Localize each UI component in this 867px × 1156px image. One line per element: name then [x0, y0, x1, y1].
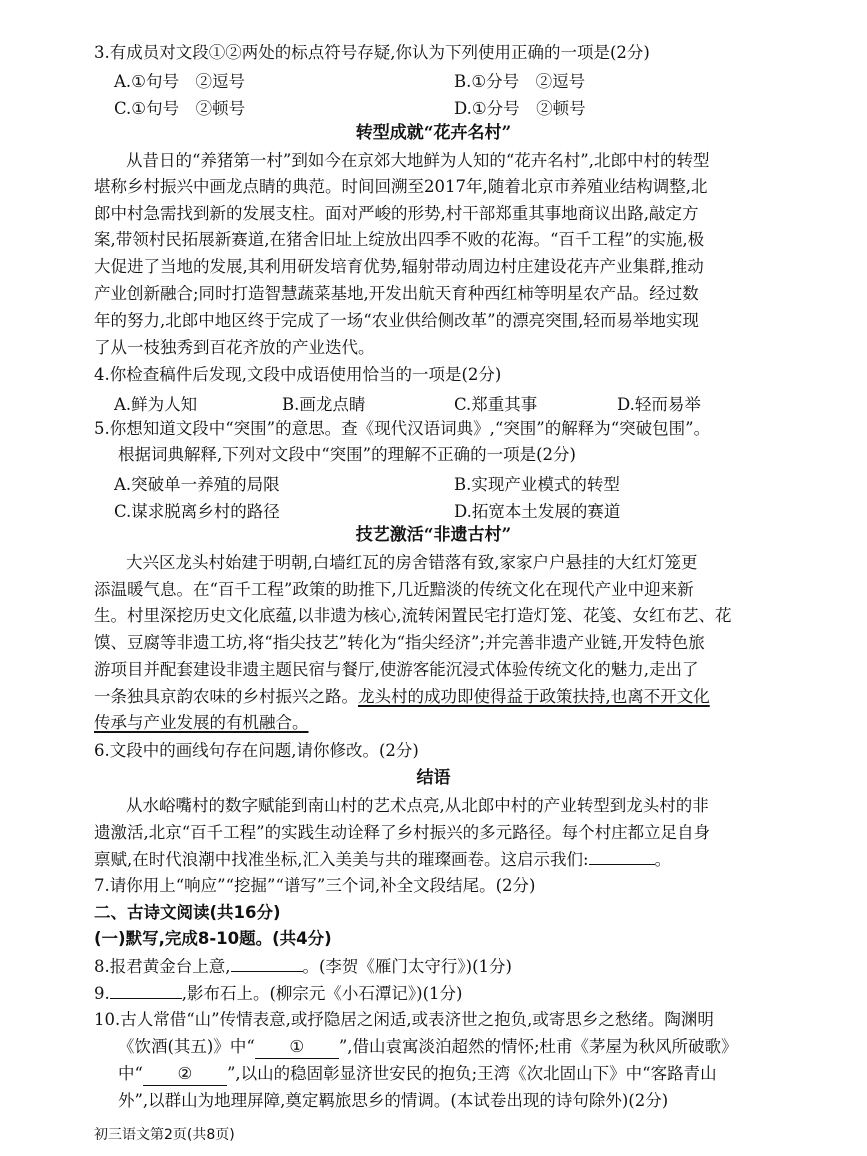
q10-line4: 外”,以群山为地理屏障,奠定羁旅思乡的情调。(本试卷出现的诗句除外)(2分): [118, 1091, 669, 1110]
para3-text: 一条独具京韵农味的乡村振兴之路。: [94, 687, 358, 706]
section-title-jieyu: 结语: [416, 768, 451, 788]
para4-end: 。: [654, 850, 672, 869]
q10-line2: [118, 1036, 775, 1059]
para4-line: 从水峪嘴村的数字赋能到南山村的艺术点亮,从北郎中村的产业转型到龙头村的非: [126, 796, 709, 815]
q3-option-a: A.①句号 ②逗号: [114, 72, 245, 91]
q8-line: [94, 955, 775, 978]
underlined-sentence-end: 传承与产业发展的有机融合。: [94, 713, 309, 732]
q5-option-b: B.实现产业模式的转型: [454, 475, 620, 494]
q4-stem: 4.你检查稿件后发现,文段中成语使用恰当的一项是(2分): [94, 365, 502, 384]
part2-heading: 二、古诗文阅读(共16分): [94, 903, 281, 922]
para2-line: 从昔日的“养猪第一村”到如今在京郊大地鲜为人知的“花卉名村”,北郎中村的转型: [126, 151, 710, 170]
q4-option-b: B.画龙点睛: [282, 395, 366, 414]
section-title-feiyi: 技艺激活“非遗古村”: [355, 525, 512, 545]
para3-line: 大兴区龙头村始建于明朝,白墙红瓦的房舍错落有致,家家户户悬挂的大红灯笼更: [126, 553, 698, 572]
q4-option-d: D.轻而易举: [617, 395, 701, 414]
para3-line-underlined: [94, 712, 775, 734]
q7-stem: 7.请你用上“响应”“挖掘”“谱写”三个词,补全文段结尾。(2分): [94, 876, 536, 895]
para3-line: 馍、豆腐等非遗工坊,将“指尖技艺”转化为“指尖经济”;并完善非遗产业链,开发特色旅: [94, 633, 705, 652]
q9-number: 9.: [94, 984, 110, 1003]
q5-stem-line2: 根据词典解释,下列对文段中“突围”的理解不正确的一项是(2分): [118, 445, 576, 464]
q10-line3: [118, 1063, 775, 1086]
q5-option-d: D.拓宽本土发展的赛道: [454, 502, 621, 521]
para2-line: 年的努力,北郎中地区终于完成了一场“农业供给侧改革”的漂亮突围,轻而易举地实现: [94, 311, 699, 330]
q5-stem-line1: 5.你想知道文段中“突围”的意思。查《现代汉语词典》,“突围”的解释为“突破包围”。: [94, 419, 711, 438]
underlined-sentence: 龙头村的成功即使得益于政策扶持,也离不开文化: [358, 687, 710, 706]
q3-option-d: D.①分号 ②顿号: [454, 99, 586, 118]
para3-line: 添温暖气息。在“百千工程”政策的助推下,几近黯淡的传统文化在现代产业中迎来新: [94, 580, 694, 599]
q10-blank-2[interactable]: ②: [143, 1063, 227, 1086]
para3-line: 生。村里深挖历史文化底蕴,以非遗为核心,流转闲置民宅打造灯笼、花笺、女红布艺、花: [94, 606, 732, 625]
q9-text: ,影布石上。(柳宗元《小石潭记》)(1分): [181, 984, 463, 1003]
page-footer: 初三语文第2页(共8页): [94, 1127, 235, 1143]
q4-option-a: A.鲜为人知: [114, 395, 198, 414]
para3-line-with-underline: [94, 686, 775, 708]
q10-text: ”,借山袁寓淡泊超然的情怀;杜甫《茅屋为秋风所破歌》: [338, 1037, 738, 1056]
para2-line: 堪称乡村振兴中画龙点睛的典范。时间回溯至2017年,随着北京市养殖业结构调整,北: [94, 177, 708, 196]
q8-text: 8.报君黄金台上意,: [94, 957, 231, 976]
para2-line: 大促进了当地的发展,其利用研发培育优势,辐射带动周边村庄建设花卉产业集群,推动: [94, 257, 704, 276]
para4-text: 禀赋,在时代浪潮中找准坐标,汇入美美与共的璀璨画卷。这启示我们:: [94, 850, 589, 869]
part2-sub1: (一)默写,完成8-10题。(共4分): [94, 929, 332, 948]
q10-blank-1[interactable]: ①: [255, 1036, 339, 1059]
q9-blank[interactable]: [110, 982, 182, 999]
para4-line: 遗激活,北京“百千工程”的实践生动诠释了乡村振兴的多元路径。每个村庄都立足自身: [94, 823, 711, 842]
q10-text: ”,以山的稳固彰显济世安民的抱负;王湾《次北固山下》中“客路青山: [226, 1064, 717, 1083]
section-title-huahui: 转型成就“花卉名村”: [355, 123, 512, 143]
q3-stem: 3.有成员对文段①②两处的标点符号存疑,你认为下列使用正确的一项是(2分): [94, 43, 650, 62]
q3-option-b: B.①分号 ②逗号: [454, 72, 586, 91]
q6-stem: 6.文段中的画线句存在问题,请你修改。(2分): [94, 741, 419, 760]
para3-line: 游项目并配套建设非遗主题民宿与餐厅,使游客能沉浸式体验传统文化的魅力,走出了: [94, 660, 699, 679]
q10-line1: 10.古人常借“山”传情表意,或抒隐居之闲适,或表济世之抱负,或寄思乡之愁绪。陶渊明: [94, 1010, 714, 1029]
answer-blank[interactable]: [589, 848, 655, 865]
q5-option-c: C.谋求脱离乡村的路径: [114, 502, 280, 521]
q9-line: [94, 982, 775, 1005]
q3-option-c: C.①句号 ②顿号: [114, 99, 246, 118]
q5-option-a: A.突破单一养殖的局限: [114, 475, 280, 494]
q8-source: 。(李贺《雁门太守行》)(1分): [302, 957, 512, 976]
para2-line: 案,带领村民拓展新赛道,在猪舍旧址上绽放出四季不败的花海。“百千工程”的实施,极: [94, 230, 705, 249]
para2-line: 产业创新融合;同时打造智慧蔬菜基地,开发出航天育种西红柿等明星农产品。经过数: [94, 284, 699, 303]
q10-text: 中“: [118, 1064, 143, 1083]
q10-text: 《饮酒(其五)》中“: [118, 1037, 255, 1056]
para2-line: 郎中村急需找到新的发展支柱。面对严峻的形势,村干部郑重其事地商议出路,敲定方: [94, 204, 699, 223]
q8-blank[interactable]: [231, 955, 303, 972]
para2-line: 了从一枝独秀到百花齐放的产业迭代。: [94, 338, 375, 357]
q4-option-c: C.郑重其事: [454, 395, 538, 414]
para4-line-with-blank: [94, 848, 775, 871]
